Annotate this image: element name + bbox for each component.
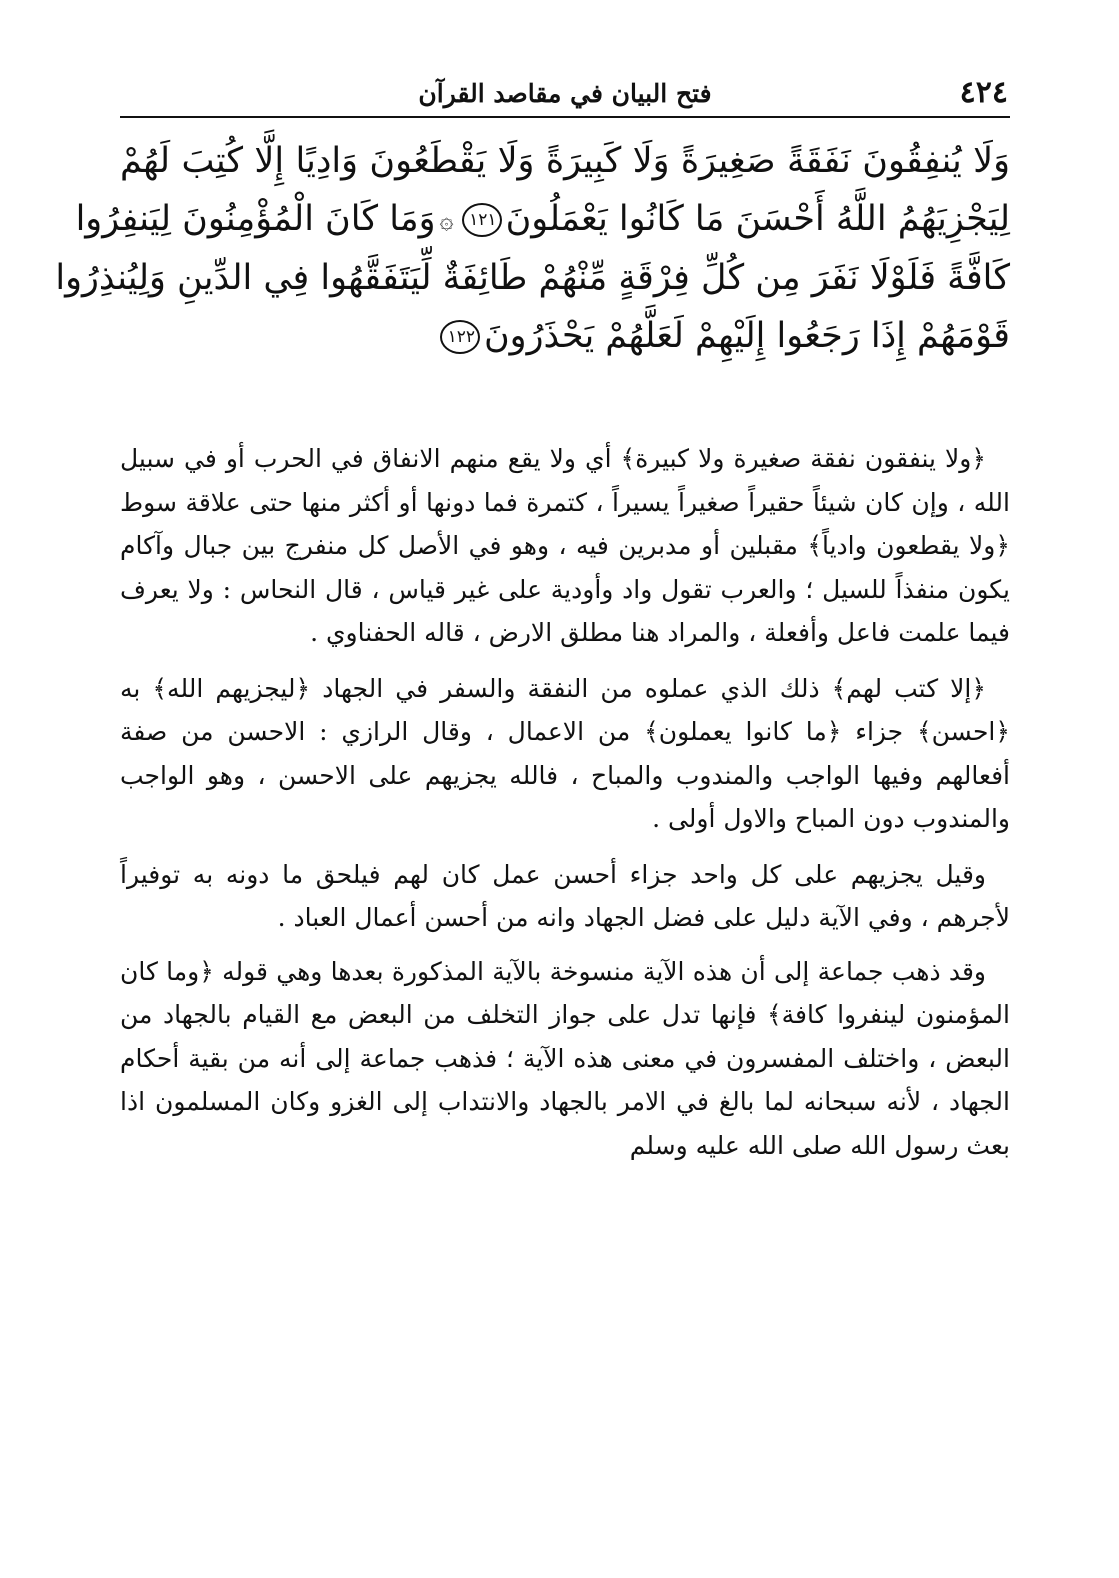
quran-line-1: وَلَا يُنفِقُونَ نَفَقَةً صَغِيرَةً وَلَا كَبِيرَةً وَلَا يَقْطَعُونَ وَادِيًا إِلَّا كُتِبَ لَهُمْ [120, 141, 1010, 181]
commentary-paragraph-2: ﴿إلا كتب لهم﴾ ذلك الذي عملوه من النفقة والسفر في الجهاد ﴿ليجزيهم الله﴾ به ﴿احسن﴾ جزاء ﴿ما كانوا يعملون﴾ من الاعمال ، وقال الرازي : الاحسن من صفة أفعالهم وفيها الواجب والمندوب والمباح ، فالله يجزيهم على الاحسن ، وهو الواجب والمندوب دون المباح والاول أولى . [120, 673, 1010, 833]
ayah-number-121: ١٢١ [462, 203, 502, 237]
commentary [120, 437, 1010, 1167]
quran-line-2-end: وَمَا كَانَ الْمُؤْمِنُونَ لِيَنفِرُوا [75, 199, 436, 239]
running-header [120, 72, 1010, 118]
commentary-paragraph-1: ﴿ولا ينفقون نفقة صغيرة ولا كبيرة﴾ أي ولا يقع منهم الانفاق في الحرب أو في سبيل الله ، وإن كان شيئاً حقيراً صغيراً يسيراً ، كتمرة فما دونها أو أكثر منها حتى علاقة سوط ﴿ولا يقطعون وادياً﴾ مقبلين أو مدبرين فيه ، وهو في الأصل كل منفرج بين جبال وآكام يكون منفذاً للسيل ؛ والعرب تقول واد وأودية على غير قياس ، قال النحاس : ولا يعرف فيما علمت فاعل وأفعلة ، والمراد هنا مطلق الارض ، قاله الحفناوي . [120, 444, 1010, 647]
book-page [55, 72, 1010, 1542]
quran-verses [55, 132, 1010, 365]
quran-line-2-start: لِيَجْزِيَهُمُ اللَّهُ أَحْسَنَ مَا كَانُوا يَعْمَلُونَ [505, 199, 1010, 239]
quran-line-3: كَافَّةً فَلَوْلَا نَفَرَ مِن كُلِّ فِرْقَةٍ مِّنْهُمْ طَائِفَةٌ لِّيَتَفَقَّهُوا فِي الدِّينِ وَلِيُنذِرُوا [55, 258, 1010, 298]
book-title: فتح البيان في مقاصد القرآن [418, 79, 712, 108]
quran-line-4-text: قَوْمَهُمْ إِذَا رَجَعُوا إِلَيْهِمْ لَعَلَّهُمْ يَحْذَرُونَ [483, 316, 1010, 356]
ayah-number-122: ١٢٢ [440, 320, 480, 354]
commentary-paragraph-4: وقد ذهب جماعة إلى أن هذه الآية منسوخة بالآية المذكورة بعدها وهي قوله ﴿وما كان المؤمنون لينفروا كافة﴾ فإنها تدل على جواز التخلف من البعض مع القيام بالجهاد من البعض ، واختلف المفسرون في معنى هذه الآية ؛ فذهب جماعة إلى أنه من بقية أحكام الجهاد ، لأنه سبحانه لما بالغ في الامر بالجهاد والانتداب إلى الغزو وكان المسلمون اذا بعث رسول الله صلى الله عليه وسلم [120, 956, 1010, 1160]
commentary-paragraph-3: وقيل يجزيهم على كل واحد جزاء أحسن عمل كان لهم فيلحق ما دونه به توفيراً لأجرهم ، وفي الآية دليل على فضل الجهاد وانه من أحسن أعمال العباد . [120, 859, 1010, 932]
rub-el-hizb-icon: ۞ [439, 206, 454, 234]
quran-line-2 [75, 190, 1010, 249]
page-number: ٤٢٤ [959, 75, 1008, 110]
quran-line-4 [120, 307, 1010, 365]
